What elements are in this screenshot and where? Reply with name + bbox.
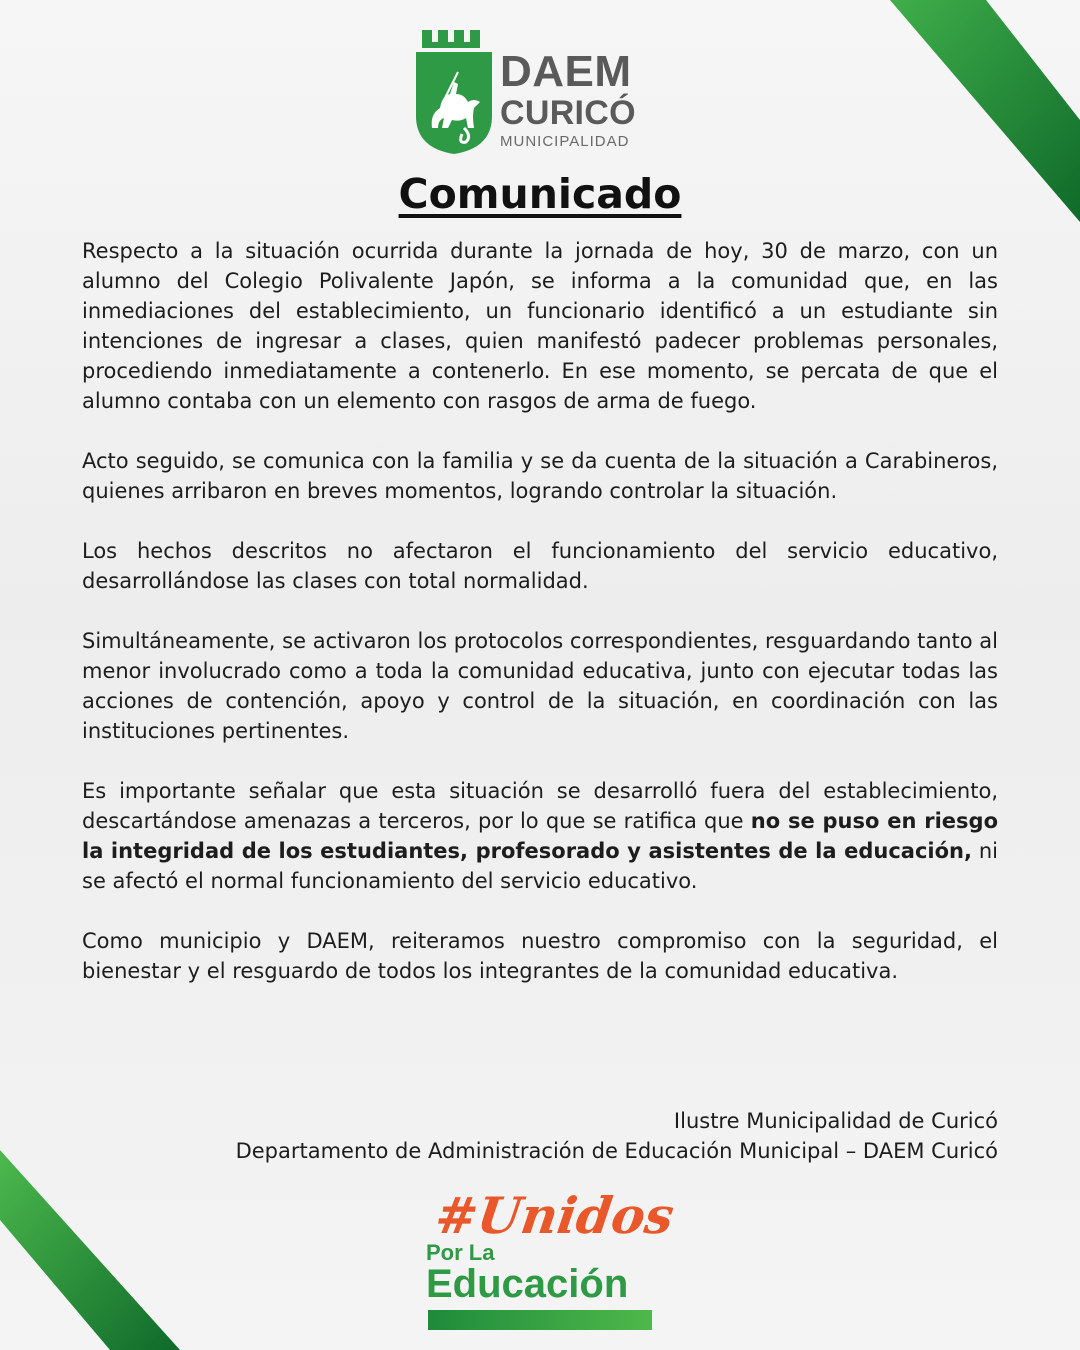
slogan-por-la: Por La	[426, 1240, 495, 1265]
paragraph-5-bold: no se puso en riesgo la integridad de los estudiantes, profesorado y asistentes de la educación,	[82, 809, 998, 863]
castle-horse-shield-icon	[414, 24, 494, 156]
slogan-green-bar	[428, 1310, 652, 1330]
communique-body	[82, 236, 998, 1016]
signature-line-1: Ilustre Municipalidad de Curicó	[673, 1109, 998, 1133]
daem-curico-logo	[414, 24, 674, 156]
logo-line-curico: CURICÓ	[500, 94, 636, 132]
logo-line-municipalidad: MUNICIPALIDAD	[500, 133, 630, 150]
slogan-educacion: Educación	[426, 1262, 629, 1306]
paragraph-1: Respecto a la situación ocurrida durante la jornada de hoy, 30 de marzo, con un alumno del Colegio Polivalente Japón, se informa a la comunidad que, en las inmediaciones del establecimiento, un funcionario identificó a un estudiante sin intenciones de ingresar a clases, quien manifestó padecer problemas personales, procediendo inmediatamente a contenerlo. En ese momento, se percata de que el alumno contaba con un elemento con rasgos de arma de fuego.	[82, 239, 998, 413]
paragraph-3: Los hechos descritos no afectaron el funcionamiento del servicio educativo, desarrollándose las clases con total normalidad.	[82, 539, 998, 593]
slogan-hashtag: #Unidos	[431, 1186, 678, 1245]
page-title: Comunicado	[398, 170, 682, 218]
paragraph-5-before: Es importante señalar que esta situación se desarrolló fuera del establecimiento, descartándose amenazas a terceros, por lo que se ratifica que	[82, 779, 998, 833]
signature-line-2: Departamento de Administración de Educación Municipal – DAEM Curicó	[235, 1139, 998, 1163]
paragraph-5-after: ni se afectó el normal funcionamiento del servicio educativo.	[82, 839, 999, 893]
paragraph-2: Acto seguido, se comunica con la familia y se da cuenta de la situación a Carabineros, quienes arribaron en breves momentos, logrando controlar la situación.	[82, 449, 998, 503]
paragraph-4: Simultáneamente, se activaron los protocolos correspondientes, resguardando tanto al menor involucrado como a toda la comunidad educativa, junto con ejecutar todas las acciones de contención, apoyo y control de la situación, en coordinación con las instituciones pertinentes.	[82, 629, 998, 743]
bottom-left-green-stripe	[0, 1150, 190, 1350]
paragraph-6: Como municipio y DAEM, reiteramos nuestro compromiso con la seguridad, el bienestar y el resguardo de todos los integrantes de la comunidad educativa.	[82, 929, 998, 983]
signature-block	[236, 1106, 998, 1166]
unidos-por-la-educacion-logo	[420, 1186, 678, 1332]
paragraph-5	[82, 776, 998, 896]
logo-line-daem: DAEM	[500, 47, 632, 96]
